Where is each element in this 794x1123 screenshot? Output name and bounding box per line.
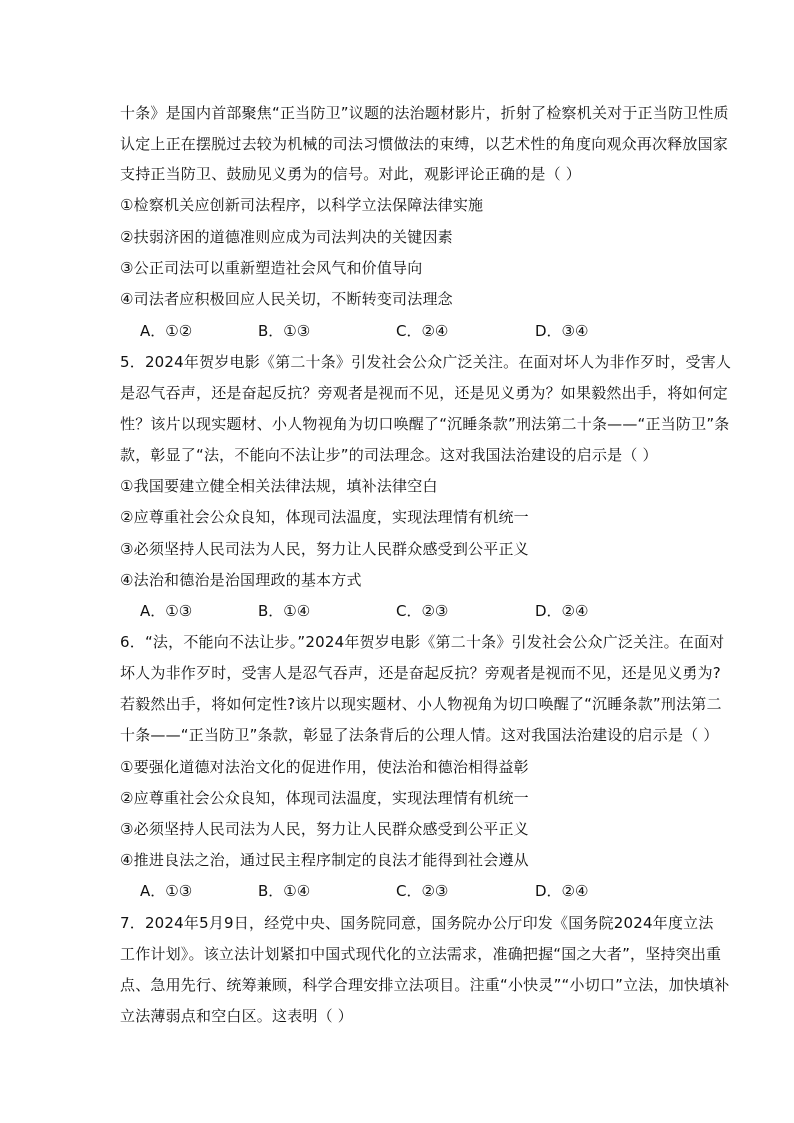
q4-item: ③公正司法可以重新塑造社会风气和价值导向 — [120, 259, 423, 277]
q4-stem-line: 支持正当防卫、鼓励见义勇为的信号。对此，观影评论正确的是（ ） — [120, 165, 581, 183]
q7-stem-line: 工作计划》。该立法计划紧扣中国式现代化的立法需求，准确把握“国之大者”，坚持突出重 — [120, 945, 722, 963]
q4-option-b[interactable]: B．①③ — [258, 322, 311, 340]
q5-option-c[interactable]: C．②③ — [396, 602, 449, 620]
q6-stem-line: 坏人为非作歹时，受害人是忍气吞声，还是奋起反抗？旁观者是视而不见，还是见义勇为? — [120, 664, 721, 682]
q6-stem-line: 十条——“正当防卫”条款，彰显了法条背后的公理人情。这对我国法治建设的启示是（ ） — [120, 726, 719, 744]
q5-item: ③必须坚持人民司法为人民，努力让人民群众感受到公平正义 — [120, 540, 529, 558]
q5-option-b[interactable]: B．①④ — [258, 602, 311, 620]
q4-item: ①检察机关应创新司法程序，以科学立法保障法律实施 — [120, 196, 484, 214]
q5-item: ①我国要建立健全相关法律法规，填补法律空白 — [120, 477, 438, 495]
q6-option-b[interactable]: B．①④ — [258, 882, 311, 900]
q5-stem-line: 性？该片以现实题材、小人物视角为切口唤醒了“沉睡条款”刑法第二十条——“正当防卫”条 — [120, 415, 730, 433]
q7-stem-line: 7．2024年5月9日，经党中央、国务院同意，国务院办公厅印发《国务院2024年度立法 — [120, 914, 714, 932]
q6-item: ②应尊重社会公众良知，体现司法温度，实现法理情有机统一 — [120, 789, 529, 807]
q5-option-d[interactable]: D．②④ — [535, 602, 589, 620]
q6-option-d[interactable]: D．②④ — [535, 882, 589, 900]
q5-item: ④法治和德治是治国理政的基本方式 — [120, 571, 362, 589]
q5-stem-line: 款，彰显了“法，不能向不法让步”的司法理念。这对我国法治建设的启示是（ ） — [120, 446, 658, 464]
q4-stem-line: 认定上正在摆脱过去较为机械的司法习惯做法的束缚，以艺术性的角度向观众再次释放国家 — [120, 135, 729, 153]
q6-stem-line: 若毅然出手，将如何定性?该片以现实题材、小人物视角为切口唤醒了“沉睡条款”刑法第二 — [120, 695, 722, 713]
q6-option-c[interactable]: C．②③ — [396, 882, 449, 900]
q4-option-a[interactable]: A．①② — [140, 322, 193, 340]
q4-stem-line: 十条》是国内首部聚焦“正当防卫”议题的法治题材影片，折射了检察机关对于正当防卫性质 — [120, 104, 729, 122]
q4-item: ④司法者应积极回应人民关切，不断转变司法理念 — [120, 290, 453, 308]
q7-stem-line: 点、急用先行、统筹兼顾，科学合理安排立法项目。注重“小快灵”“小切口”立法，加快填补 — [120, 976, 730, 994]
q6-stem-line: 6．“法，不能向不法让步。”2024年贺岁电影《第二十条》引发社会公众广泛关注。在面对 — [120, 633, 725, 651]
q6-item: ①要强化道德对法治文化的促进作用，使法治和德治相得益彰 — [120, 758, 529, 776]
q4-option-c[interactable]: C．②④ — [396, 322, 449, 340]
q6-item: ③必须坚持人民司法为人民，努力让人民群众感受到公平正义 — [120, 820, 529, 838]
q5-stem-line: 5．2024年贺岁电影《第二十条》引发社会公众广泛关注。在面对坏人为非作歹时，受害人 — [120, 353, 732, 371]
q4-item: ②扶弱济困的道德准则应成为司法判决的关键因素 — [120, 228, 453, 246]
q5-stem-line: 是忍气吞声，还是奋起反抗？旁观者是视而不见，还是见义勇为？如果毅然出手，将如何定 — [120, 384, 729, 402]
q6-option-a[interactable]: A．①③ — [140, 882, 193, 900]
q5-item: ②应尊重社会公众良知，体现司法温度，实现法理情有机统一 — [120, 508, 529, 526]
q5-option-a[interactable]: A．①③ — [140, 602, 193, 620]
q4-option-d[interactable]: D．③④ — [535, 322, 589, 340]
q6-item: ④推进良法之治，通过民主程序制定的良法才能得到社会遵从 — [120, 851, 529, 869]
q7-stem-line: 立法薄弱点和空白区。这表明（ ） — [120, 1007, 353, 1025]
